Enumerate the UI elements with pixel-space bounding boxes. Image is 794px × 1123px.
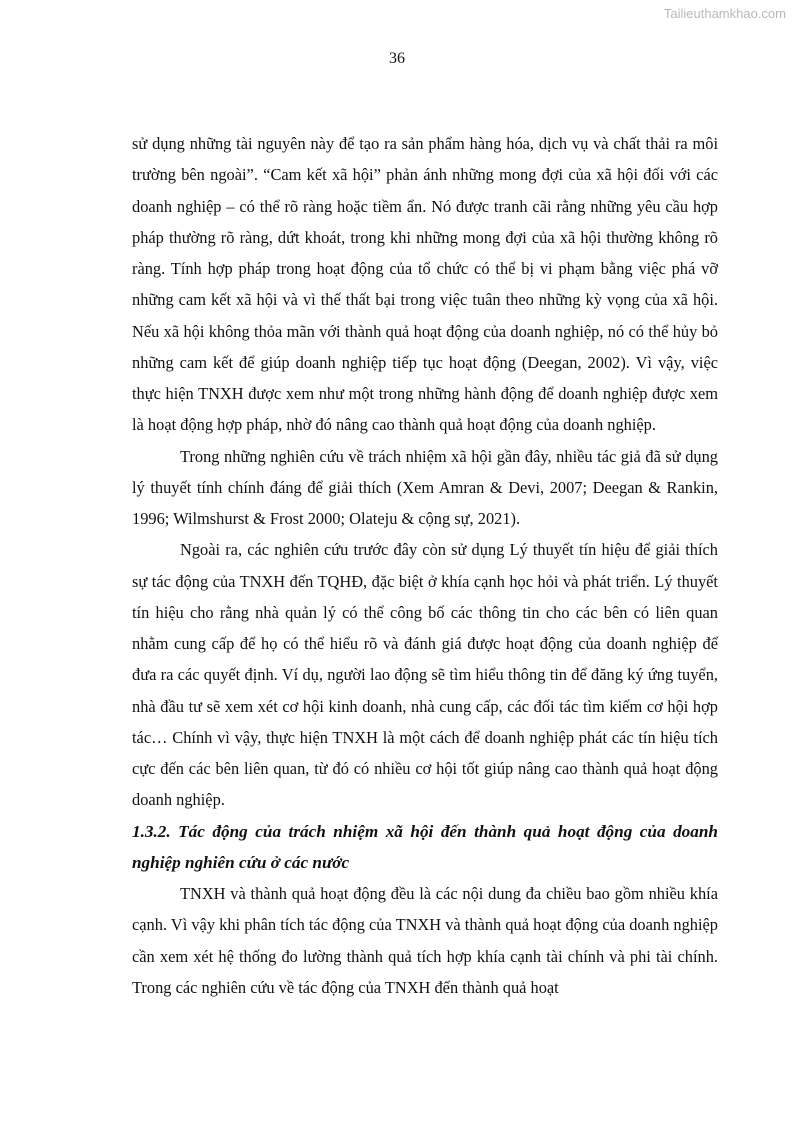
paragraph-2: Trong những nghiên cứu về trách nhiệm xã hội gần đây, nhiều tác giả đã sử dụng lý thuyết tính chính đáng để giải thích (Xem Amran & Devi, 2007; Deegan & Rankin, 1996; Wilmshurst & Frost 2000; Olateju & cộng sự, 2021). xyxy=(132,446,718,528)
page-number: 36 xyxy=(389,50,405,67)
paragraph-3: Ngoài ra, các nghiên cứu trước đây còn sử dụng Lý thuyết tín hiệu để giải thích sự tác động của TNXH đến TQHĐ, đặc biệt ở khía cạnh học hỏi và phát triển. Lý thuyết tín hiệu cho rằng nhà quản lý có thể công bố các thông tin cho các bên có liên quan nhằm cung cấp để họ có thể hiểu rõ và đánh giá được hoạt động của doanh nghiệp để đưa ra các quyết định. Ví dụ, người lao động sẽ tìm hiểu thông tin để đăng ký ứng tuyển, nhà đầu tư sẽ xem xét cơ hội kinh doanh, nhà cung cấp, các đối tác tìm kiếm cơ hội hợp tác… Chính vì vậy, thực hiện TNXH là một cách để doanh nghiệp phát các tín hiệu tích cực đến các bên liên quan, từ đó có nhiều cơ hội tốt giúp nâng cao thành quả hoạt động doanh nghiệp. xyxy=(132,540,718,810)
paragraph-1: sử dụng những tài nguyên này để tạo ra sản phẩm hàng hóa, dịch vụ và chất thải ra môi trường bên ngoài”. “Cam kết xã hội” phản ánh những mong đợi của xã hội đối với các doanh nghiệp – có thể rõ ràng hoặc tiềm ẩn. Nó được tranh cãi rằng những yêu cầu hợp pháp thường rõ ràng, dứt khoát, trong khi những mong đợi của xã hội thường không rõ ràng. Tính hợp pháp trong hoạt động của tổ chức có thể bị vi phạm bằng việc phá vỡ những cam kết xã hội và vì thế thất bại trong việc tuân theo những kỳ vọng của xã hội. Nếu xã hội không thỏa mãn với thành quả hoạt động của doanh nghiệp, nó có thể hủy bỏ những cam kết để giúp doanh nghiệp tiếp tục hoạt động (Deegan, 2002). Vì vậy, việc thực hiện TNXH được xem như một trong những hành động để doanh nghiệp được xem là hoạt động hợp pháp, nhờ đó nâng cao thành quả hoạt động của doanh nghiệp. xyxy=(132,134,718,435)
body-text xyxy=(132,128,718,1003)
section-heading: 1.3.2. Tác động của trách nhiệm xã hội đến thành quả hoạt động của doanh nghiệp nghiên cứu ở các nước xyxy=(132,821,718,872)
watermark: Tailieuthamkhao.com xyxy=(663,6,786,21)
paragraph-4: TNXH và thành quả hoạt động đều là các nội dung đa chiều bao gồm nhiều khía cạnh. Vì vậy khi phân tích tác động của TNXH và thành quả hoạt động của doanh nghiệp cần xem xét hệ thống đo lường thành quả tích hợp khía cạnh tài chính và phi tài chính. Trong các nghiên cứu về tác động của TNXH đến thành quả hoạt xyxy=(132,884,718,997)
